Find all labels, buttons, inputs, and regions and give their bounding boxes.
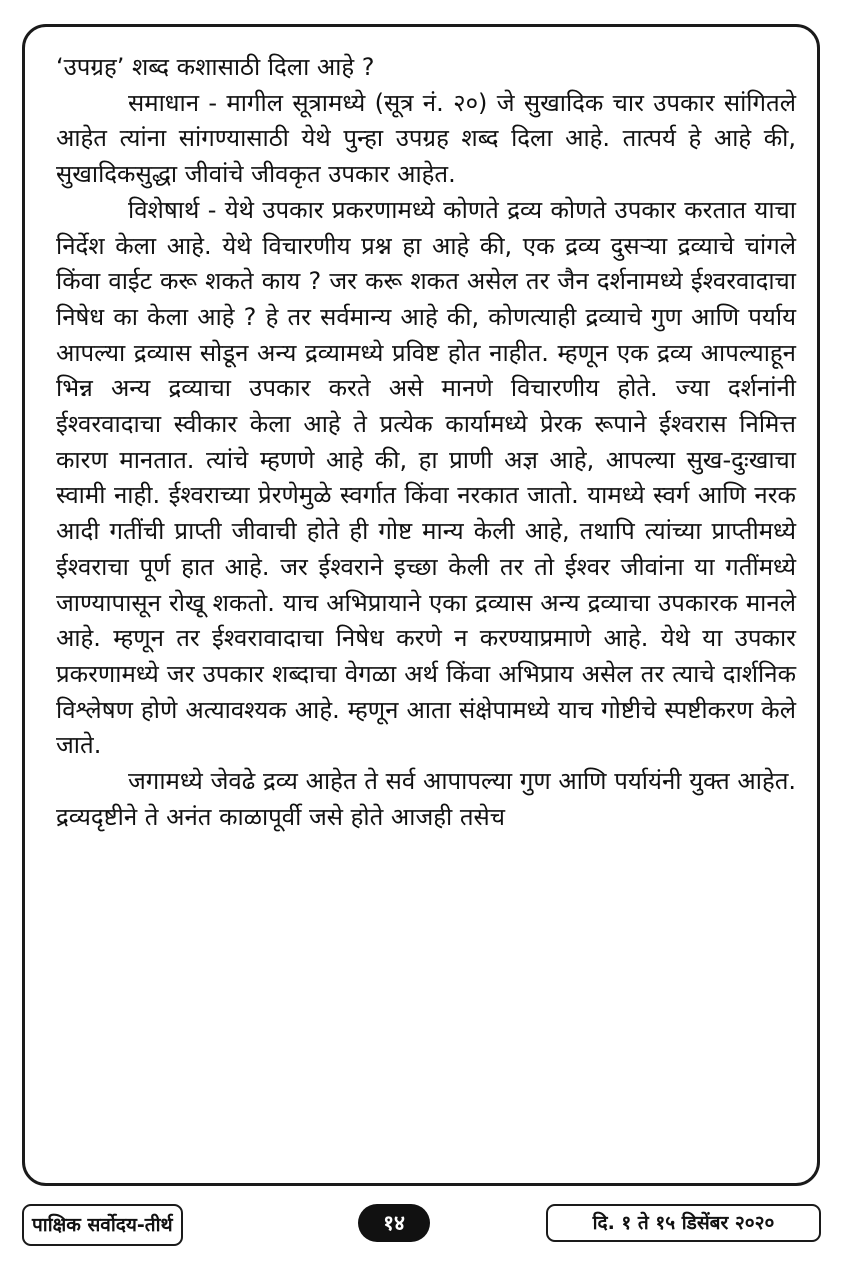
issue-date: दि. १ ते १५ डिसेंबर २०२० bbox=[546, 1204, 821, 1242]
answer-paragraph: समाधान - मागील सूत्रामध्ये (सूत्र नं. २०) जे सुखादिक चार उपकार सांगितले आहेत त्यांना सांगण्यासाठी येथे पुन्हा उपग्रह शब्द दिला आहे. तात्पर्य हे आहे की, सुखादिकसुद्धा जीवांचे जीवकृत उपकार आहेत. bbox=[56, 88, 796, 189]
question-line: ‘उपग्रह’ शब्द कशासाठी दिला आहे ? bbox=[56, 53, 375, 81]
article-body bbox=[56, 50, 796, 835]
publication-name: पाक्षिक सर्वोदय-तीर्थ bbox=[22, 1204, 183, 1246]
explanation-paragraph: विशेषार्थ - येथे उपकार प्रकरणामध्ये कोणते द्रव्य कोणते उपकार करतात याचा निर्देश केला आहे. येथे विचारणीय प्रश्न हा आहे की, एक द्रव्य दुसऱ्या द्रव्याचे चांगले किंवा वाईट करू शकते काय ? जर करू शकत असेल तर जैन दर्शनामध्ये ईश्वरवादाचा निषेध का केला आहे ? हे तर सर्वमान्य आहे की, कोणत्याही द्रव्याचे गुण आणि पर्याय आपल्या द्रव्यास सोडून अन्य द्रव्यामध्ये प्रविष्ट होत नाहीत. म्हणून एक द्रव्य आपल्याहून भिन्न अन्य द्रव्याचा उपकार करते असे मानणे विचारणीय होते. ज्या दर्शनांनी ईश्वरवादाचा स्वीकार केला आहे ते प्रत्येक कार्यामध्ये प्रेरक रूपाने ईश्वरास निमित्त कारण मानतात. त्यांचे म्हणणे आहे की, हा प्राणी अज्ञ आहे, आपल्या सुख-दुःखाचा स्वामी नाही. ईश्वराच्या प्रेरणेमुळे स्वर्गात किंवा नरकात जातो. यामध्ये स्वर्ग आणि नरक आदी गतींची प्राप्ती जीवाची होते ही गोष्ट मान्य केली आहे, तथापि त्यांच्या प्राप्तीमध्ये ईश्वराचा पूर्ण हात आहे. जर ईश्वराने इच्छा केली तर तो ईश्वर जीवांना या गतींमध्ये जाण्यापासून रोखू शकतो. याच अभिप्रायाने एका द्रव्यास अन्य द्रव्याचा उपकारक मानले आहे. म्हणून तर ईश्वरावादाचा निषेध करणे न करण्याप्रमाणे आहे. येथे या उपकार प्रकरणामध्ये जर उपकार शब्दाचा वेगळा अर्थ किंवा अभिप्राय असेल तर त्याचे दार्शनिक विश्लेषण होणे अत्यावश्यक आहे. म्हणून आता संक्षेपामध्ये याच गोष्टीचे स्पष्टीकरण केले जाते. bbox=[56, 195, 796, 760]
continuation-paragraph: जगामध्ये जेवढे द्रव्य आहेत ते सर्व आपापल्या गुण आणि पर्यायंनी युक्त आहेत. द्रव्यदृष्टीने ते अनंत काळापूर्वी जसे होते आजही तसेच bbox=[56, 767, 796, 831]
page-number-badge: १४ bbox=[358, 1204, 430, 1242]
